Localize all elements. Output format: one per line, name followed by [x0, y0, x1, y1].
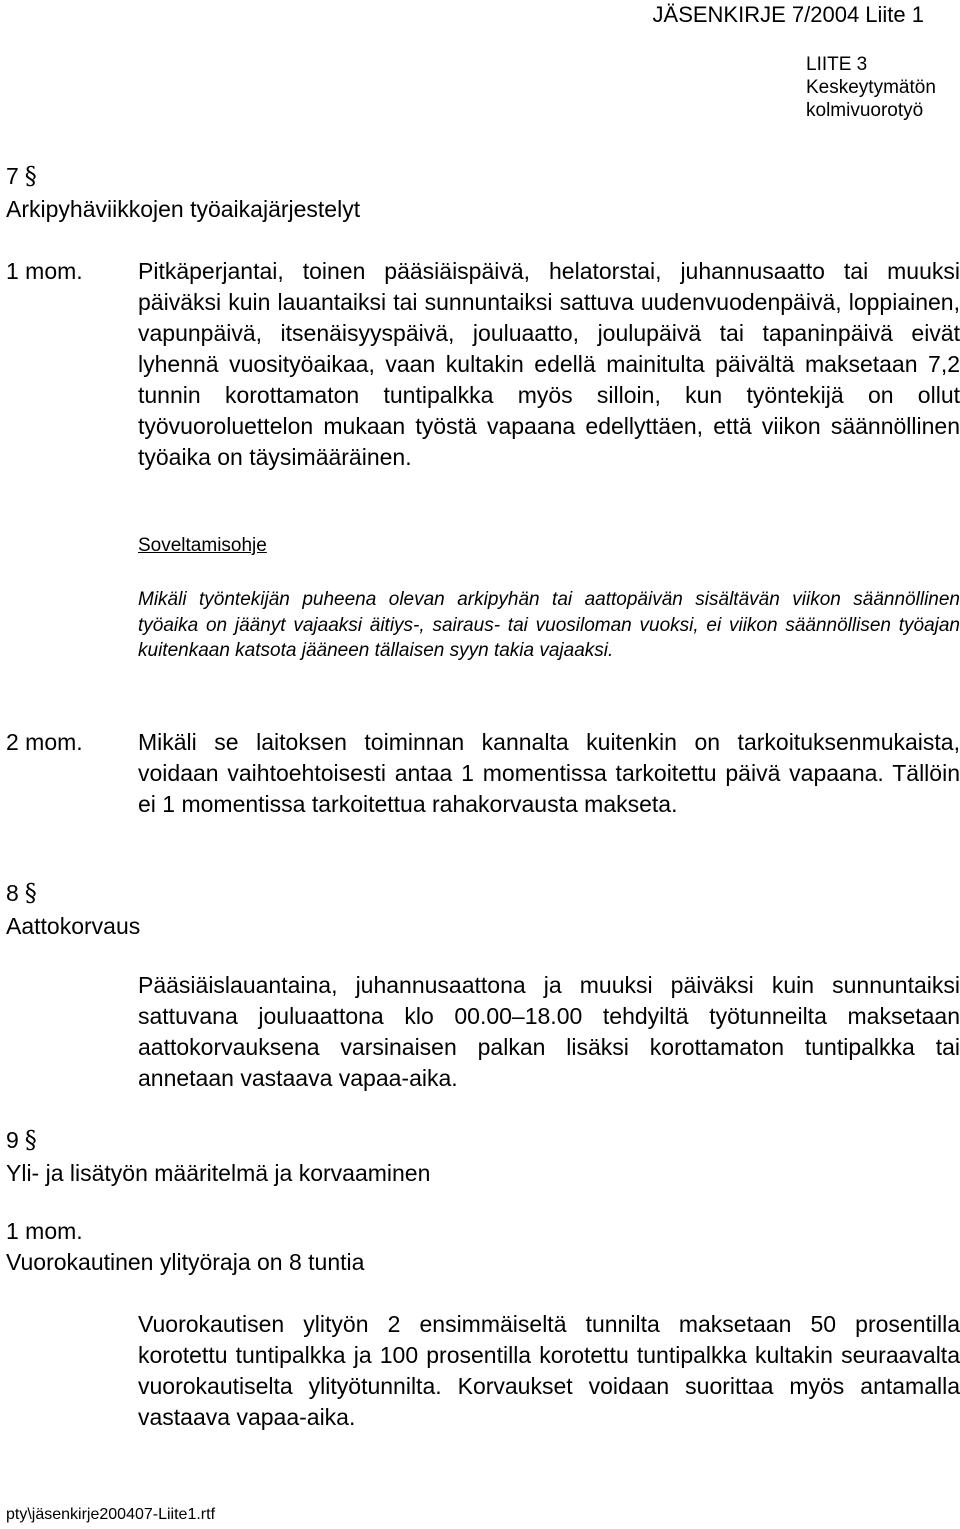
- section-8-text: [138, 970, 960, 1094]
- footer-file-path: pty\jäsenkirje200407-Liite1.rtf: [6, 1506, 216, 1523]
- section-7-number-line: [6, 161, 360, 192]
- appendix-subtitle-2: kolmivuorotyö: [806, 100, 924, 121]
- section-9-mom-1-title: Vuorokautinen ylityöraja on 8 tuntia: [6, 1249, 365, 1275]
- appendix-title: LIITE 3: [806, 54, 868, 75]
- guideline-title: Soveltamisohje: [138, 535, 267, 556]
- section-8-paragraph: Pääsiäislauantaina, juhannusaattona ja muuksi päiväksi kuin sunnuntaiksi sattuvana jouluaattona klo 00.00–18.00 tehdyiltä työtunneilta maksetaan aattokorvauksena varsinaisen palkan lisäksi korottamaton tuntipalkka tai annetaan vastaava vapaa-aika.: [138, 972, 960, 1091]
- section-7-number: 7: [6, 163, 19, 189]
- appendix-block: [806, 53, 936, 122]
- section-8-number: 8: [6, 880, 19, 906]
- section-9-mom-1-label: 1 mom.: [6, 1218, 83, 1244]
- section-7-mom-2-paragraph: Mikäli se laitoksen toiminnan kannalta kuitenkin on tarkoituksenmukaista, voidaan vaihtoehtoisesti antaa 1 momentissa tarkoitettu päivä vapaana. Tällöin ei 1 momentissa tarkoitettua rahakorvausta makseta.: [138, 729, 960, 817]
- section-7-mom-1-paragraph: Pitkäperjantai, toinen pääsiäispäivä, helatorstai, juhannusaatto tai muuksi päiväksi kuin lauantaiksi tai sunnuntaiksi sattuva uudenvuodenpäivä, loppiainen, vapunpäivä, itsenäisyyspäivä, jouluaatto, joulupäivä tai tapaninpäivä eivät lyhennä vuosityöaikaa, vaan kultakin edellä mainitulta päivältä maksetaan 7,2 tunnin korottamaton tuntipalkka myös silloin, kun työntekijä on ollut työvuoroluettelon mukaan työstä vapaana edellyttäen, että viikon säännöllinen työaika on täysimääräinen.: [138, 258, 960, 470]
- section-7-mom-2-text: [138, 727, 960, 820]
- guideline-text: Mikäli työntekijän puheena olevan arkipyhän tai aattopäivän sisältävän viikon säännöllinen työaika on jäänyt vajaaksi äitiys-, sairaus- tai vuosiloman vuoksi, ei viikon säännöllisen työajan kuitenkaan katsota jääneen tällaisen syyn takia vajaaksi.: [138, 589, 960, 661]
- section-7-mom-1-label: 1 mom.: [6, 258, 83, 284]
- section-8-title: Aattokorvaus: [6, 913, 141, 939]
- section-9-mom-1-text: [138, 1309, 960, 1433]
- document-label: JÄSENKIRJE 7/2004 Liite 1: [652, 2, 924, 27]
- section-9-number-line: [6, 1125, 430, 1156]
- section-8-number-line: [6, 878, 140, 909]
- section-sign: §: [24, 162, 37, 190]
- section-9-number: 9: [6, 1127, 19, 1153]
- section-sign: §: [24, 1126, 37, 1154]
- section-sign: §: [24, 879, 37, 907]
- section-9-mom-1-paragraph: Vuorokautisen ylityön 2 ensimmäiseltä tunnilta maksetaan 50 prosentilla korotettu tuntipalkka ja 100 prosentilla korotettu tuntipalkka kultakin seuraavalta vuorokautiselta ylityötunnilta. Korvaukset voidaan suorittaa myös antamalla vastaava vapaa-aika.: [138, 1311, 960, 1430]
- appendix-subtitle-1: Keskeytymätön: [806, 77, 936, 98]
- section-7-mom-2-label: 2 mom.: [6, 729, 83, 755]
- section-7-mom-1-text: [138, 256, 960, 473]
- section-7-title: Arkipyhäviikkojen työaikajärjestelyt: [6, 196, 361, 222]
- section-7-heading: [6, 161, 360, 225]
- section-9-title: Yli- ja lisätyön määritelmä ja korvaaminen: [6, 1160, 431, 1186]
- section-9-heading: [6, 1125, 430, 1189]
- section-8-heading: [6, 878, 140, 942]
